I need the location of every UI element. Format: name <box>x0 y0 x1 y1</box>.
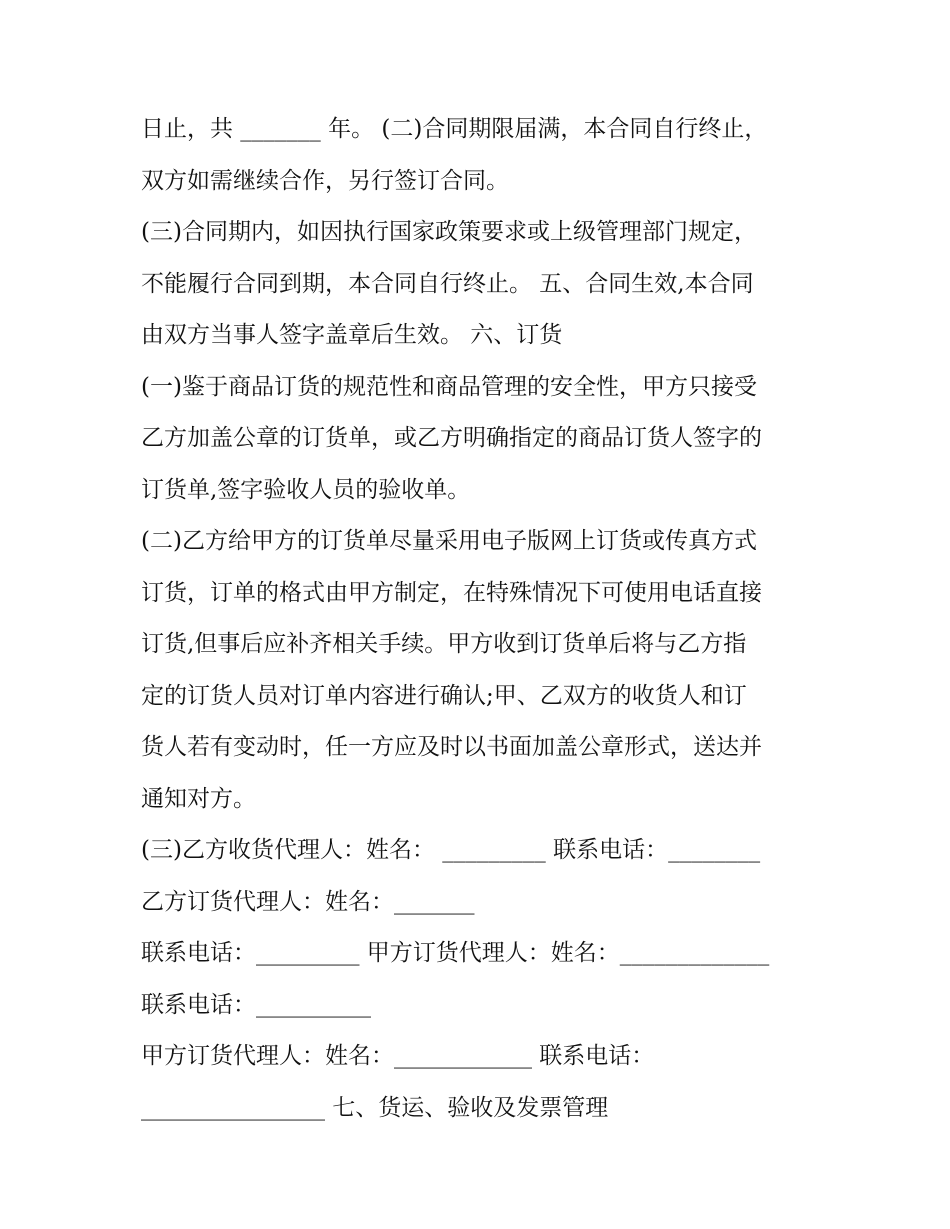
text-line: 订货单,签字验收人员的验收单。 <box>141 476 471 503</box>
text-line: 订货，订单的格式由甲方制定，在特殊情况下可使用电话直接 <box>141 579 762 606</box>
text-line: 由双方当事人签字盖章后生效。 六、订货 <box>141 322 563 348</box>
text-line: 通知对方。 <box>141 785 256 812</box>
text-line: ________________ 七、货运、验收及发票管理 <box>141 1094 609 1121</box>
text-line: 货人若有变动时，任一方应及时以书面加盖公章形式，送达并 <box>141 734 762 760</box>
text-line: 乙方订货代理人：姓名：_______ <box>141 888 475 915</box>
text-line: 双方如需继续合作，另行签订合同。 <box>141 167 509 194</box>
text-line: (三)乙方收货代理人：姓名： _________ 联系电话：________ <box>141 837 761 863</box>
text-line: 日止，共 _______ 年。 (二)合同期限届满，本合同自行终止， <box>141 116 768 142</box>
text-line: 甲方订货代理人：姓名：____________ 联系电话： <box>141 1043 655 1069</box>
text-line: 联系电话：_________ 甲方订货代理人：姓名：_____________ <box>141 940 770 966</box>
text-line: 定的订货人员对订单内容进行确认;甲、乙双方的收货人和订 <box>141 682 747 709</box>
text-line: 不能履行合同到期，本合同自行终止。 五、合同生效,本合同 <box>141 270 754 297</box>
text-line: 订货,但事后应补齐相关手续。甲方收到订货单后将与乙方指 <box>141 631 747 657</box>
text-line: (三)合同期内，如因执行国家政策要求或上级管理部门规定， <box>141 219 757 245</box>
text-line: 联系电话：__________ <box>141 991 371 1018</box>
contract-text <box>141 104 821 1134</box>
text-line: (二)乙方给甲方的订货单尽量采用电子版网上订货或传真方式 <box>141 528 757 554</box>
text-line: (一)鉴于商品订货的规范性和商品管理的安全性，甲方只接受 <box>141 373 757 400</box>
text-line: 乙方加盖公章的订货单，或乙方明确指定的商品订货人签字的 <box>141 425 762 451</box>
